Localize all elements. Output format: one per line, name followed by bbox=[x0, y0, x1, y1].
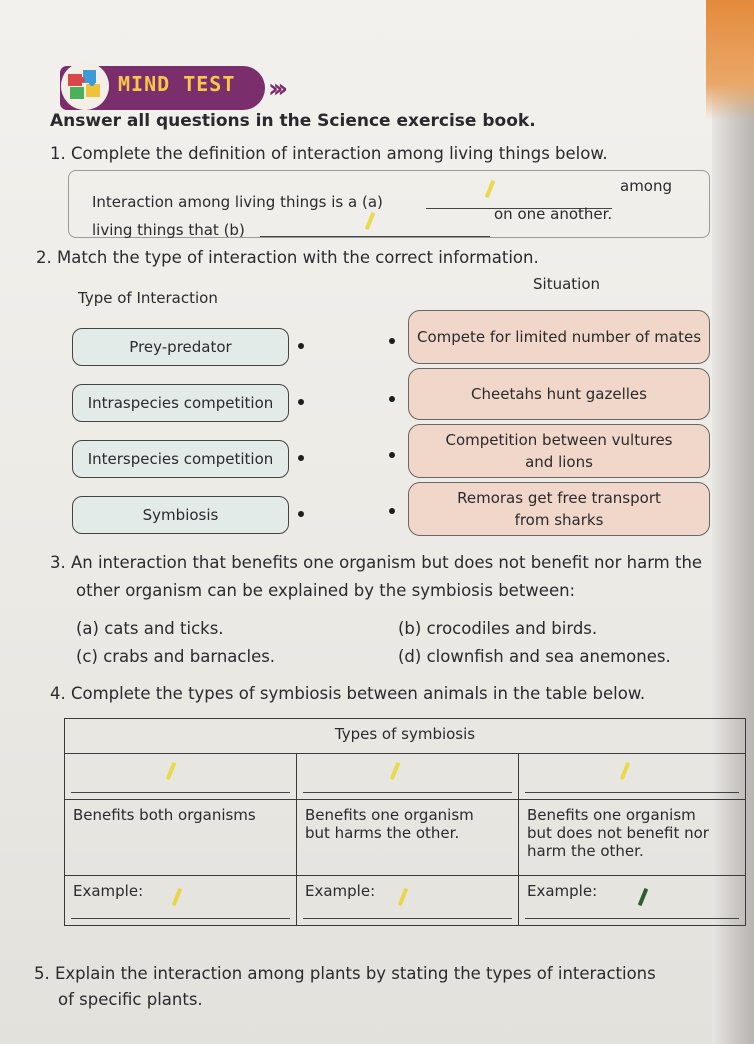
q3-text-line1: 3. An interaction that benefits one organism but does not benefit nor harm the bbox=[50, 553, 703, 572]
q2-column-right: Situation bbox=[533, 275, 601, 293]
match-dot-left[interactable] bbox=[298, 399, 304, 405]
match-dot-left[interactable] bbox=[298, 343, 304, 349]
match-right-item[interactable] bbox=[408, 424, 710, 478]
pencil-mark-icon bbox=[620, 762, 630, 780]
q1-line2-end: on one another. bbox=[494, 205, 613, 223]
match-left-item[interactable]: Symbiosis bbox=[72, 496, 289, 534]
q3-option-d[interactable]: (d) clownfish and sea anemones. bbox=[398, 647, 671, 666]
match-right-item[interactable] bbox=[408, 482, 710, 536]
header-title: MIND TEST bbox=[118, 72, 236, 96]
puzzle-icon bbox=[56, 60, 114, 112]
q1-blank-b[interactable] bbox=[260, 236, 490, 237]
example-label: Example: bbox=[73, 882, 144, 900]
match-right-text: Cheetahs hunt gazelles bbox=[471, 385, 647, 403]
desc-line: Benefits one organism bbox=[527, 806, 696, 824]
chevron-right-icon: ››› bbox=[268, 74, 283, 104]
match-dot-left[interactable] bbox=[298, 511, 304, 517]
table-example-cell[interactable] bbox=[65, 876, 297, 926]
table-example-cell[interactable] bbox=[519, 876, 746, 926]
pencil-mark-icon bbox=[172, 888, 182, 906]
table-desc-cell bbox=[519, 800, 746, 876]
table-answer-cell[interactable] bbox=[65, 754, 297, 800]
q1-line2: living things that (b) bbox=[92, 221, 245, 239]
match-dot-right[interactable] bbox=[389, 338, 395, 344]
q1-line1-end: among bbox=[620, 177, 673, 195]
match-right-item[interactable] bbox=[408, 368, 710, 420]
q5-text-line1: 5. Explain the interaction among plants by stating the types of interactions bbox=[34, 964, 656, 983]
pencil-mark-icon bbox=[166, 762, 176, 780]
q3-option-c[interactable]: (c) crabs and barnacles. bbox=[76, 647, 276, 666]
answer-blank[interactable] bbox=[525, 918, 739, 919]
table-answer-cell[interactable] bbox=[519, 754, 746, 800]
match-right-text: Remoras get free transport bbox=[457, 489, 661, 507]
pencil-mark-icon bbox=[638, 888, 648, 906]
match-right-text: Competition between vultures bbox=[445, 431, 673, 449]
answer-blank[interactable] bbox=[525, 792, 739, 793]
q2-text: 2. Match the type of interaction with the correct information. bbox=[36, 248, 539, 267]
instruction-text: Answer all questions in the Science exercise book. bbox=[50, 111, 536, 131]
desc-line: but harms the other. bbox=[305, 824, 460, 842]
match-left-item[interactable]: Prey-predator bbox=[72, 328, 289, 366]
pencil-mark-icon bbox=[398, 888, 408, 906]
table-example-cell[interactable] bbox=[297, 876, 519, 926]
q3-option-b[interactable]: (b) crocodiles and birds. bbox=[398, 619, 598, 638]
match-dot-right[interactable] bbox=[389, 396, 395, 402]
match-right-text: and lions bbox=[525, 453, 593, 471]
match-left-item[interactable]: Intraspecies competition bbox=[72, 384, 289, 422]
q3-text-line2: other organism can be explained by the symbiosis between: bbox=[76, 581, 576, 600]
desc-line: Benefits one organism bbox=[305, 806, 474, 824]
table-desc-cell bbox=[65, 800, 297, 876]
match-right-item[interactable] bbox=[408, 310, 710, 364]
q5-text-line2: of specific plants. bbox=[58, 990, 203, 1009]
match-dot-right[interactable] bbox=[389, 508, 395, 514]
example-label: Example: bbox=[305, 882, 376, 900]
desc-line: harm the other. bbox=[527, 842, 644, 860]
answer-blank[interactable] bbox=[303, 792, 512, 793]
match-dot-right[interactable] bbox=[389, 452, 395, 458]
desc-line: but does not benefit nor bbox=[527, 824, 709, 842]
q1-line1: Interaction among living things is a (a) bbox=[92, 193, 383, 211]
match-right-text: Compete for limited number of mates bbox=[416, 328, 702, 346]
q4-text: 4. Complete the types of symbiosis between animals in the table below. bbox=[50, 684, 646, 703]
match-dot-left[interactable] bbox=[298, 455, 304, 461]
table-title: Types of symbiosis bbox=[65, 719, 746, 754]
example-label: Example: bbox=[527, 882, 598, 900]
table-desc-cell bbox=[297, 800, 519, 876]
q1-text: 1. Complete the definition of interaction among living things below. bbox=[50, 144, 608, 163]
desc-line: Benefits both organisms bbox=[73, 806, 256, 824]
answer-blank[interactable] bbox=[303, 918, 512, 919]
symbiosis-table bbox=[64, 718, 746, 926]
match-left-item[interactable]: Interspecies competition bbox=[72, 440, 289, 478]
match-right-text: from sharks bbox=[514, 511, 604, 529]
table-answer-cell[interactable] bbox=[297, 754, 519, 800]
page-edge-accent bbox=[706, 0, 754, 120]
answer-blank[interactable] bbox=[71, 918, 290, 919]
answer-blank[interactable] bbox=[71, 792, 290, 793]
q3-option-a[interactable]: (a) cats and ticks. bbox=[76, 619, 224, 638]
pencil-mark-icon bbox=[390, 762, 400, 780]
q2-column-left: Type of Interaction bbox=[78, 289, 218, 307]
